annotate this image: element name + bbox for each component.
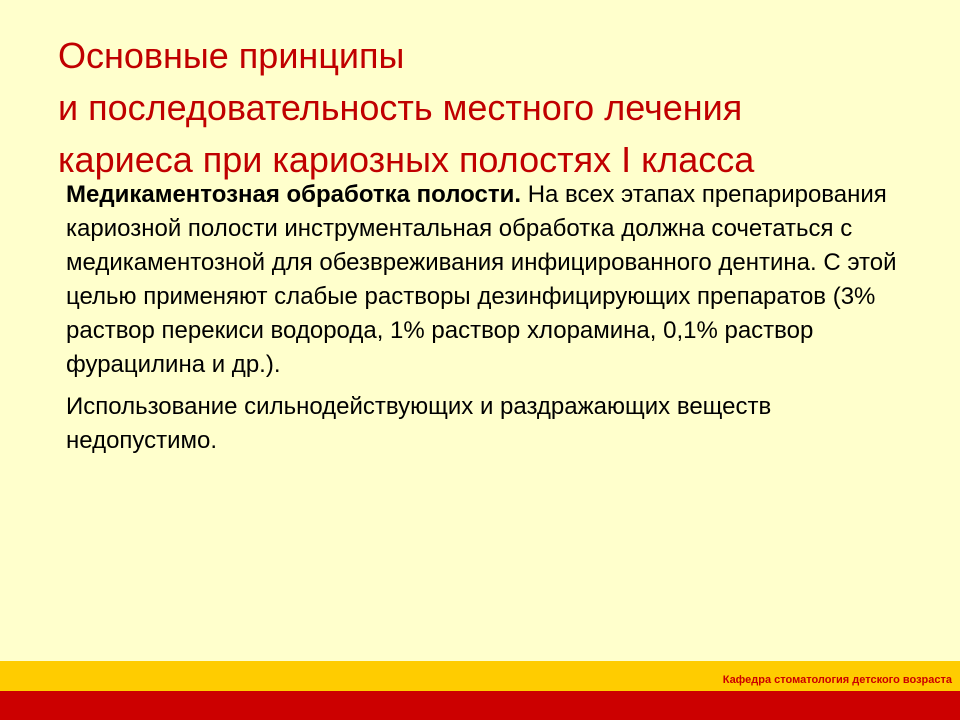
paragraph-lead-heading: Медикаментозная обработка полости. — [66, 181, 522, 208]
body-paragraph-1 — [66, 178, 926, 382]
slide-body — [66, 178, 926, 458]
title-line-1: Основные принципы — [58, 35, 405, 76]
footer-department-label: Кафедра стоматология детского возраста — [722, 674, 952, 686]
footer-bar — [0, 661, 960, 691]
body-paragraph-2: Использование сильнодействующих и раздражающих веществ недопустимо. — [66, 393, 772, 454]
slide-title — [58, 30, 938, 186]
title-line-3: кариеса при кариозных полостях I класса — [58, 139, 755, 180]
paragraph-1-text: На всех этапах препарирования кариозной полости инструментальная обработка должна сочетаться с медикаментозной для обезвреживания инфицированного дентина. С этой целью применяют слабые растворы дезинфицирующих препаратов (3% раствор перекиси водорода, 1% раствор хлорамина, 0,1% раствор фурацилина и др.). — [66, 181, 897, 378]
footer-band — [0, 691, 960, 720]
title-line-2: и последовательность местного лечения — [58, 87, 743, 128]
